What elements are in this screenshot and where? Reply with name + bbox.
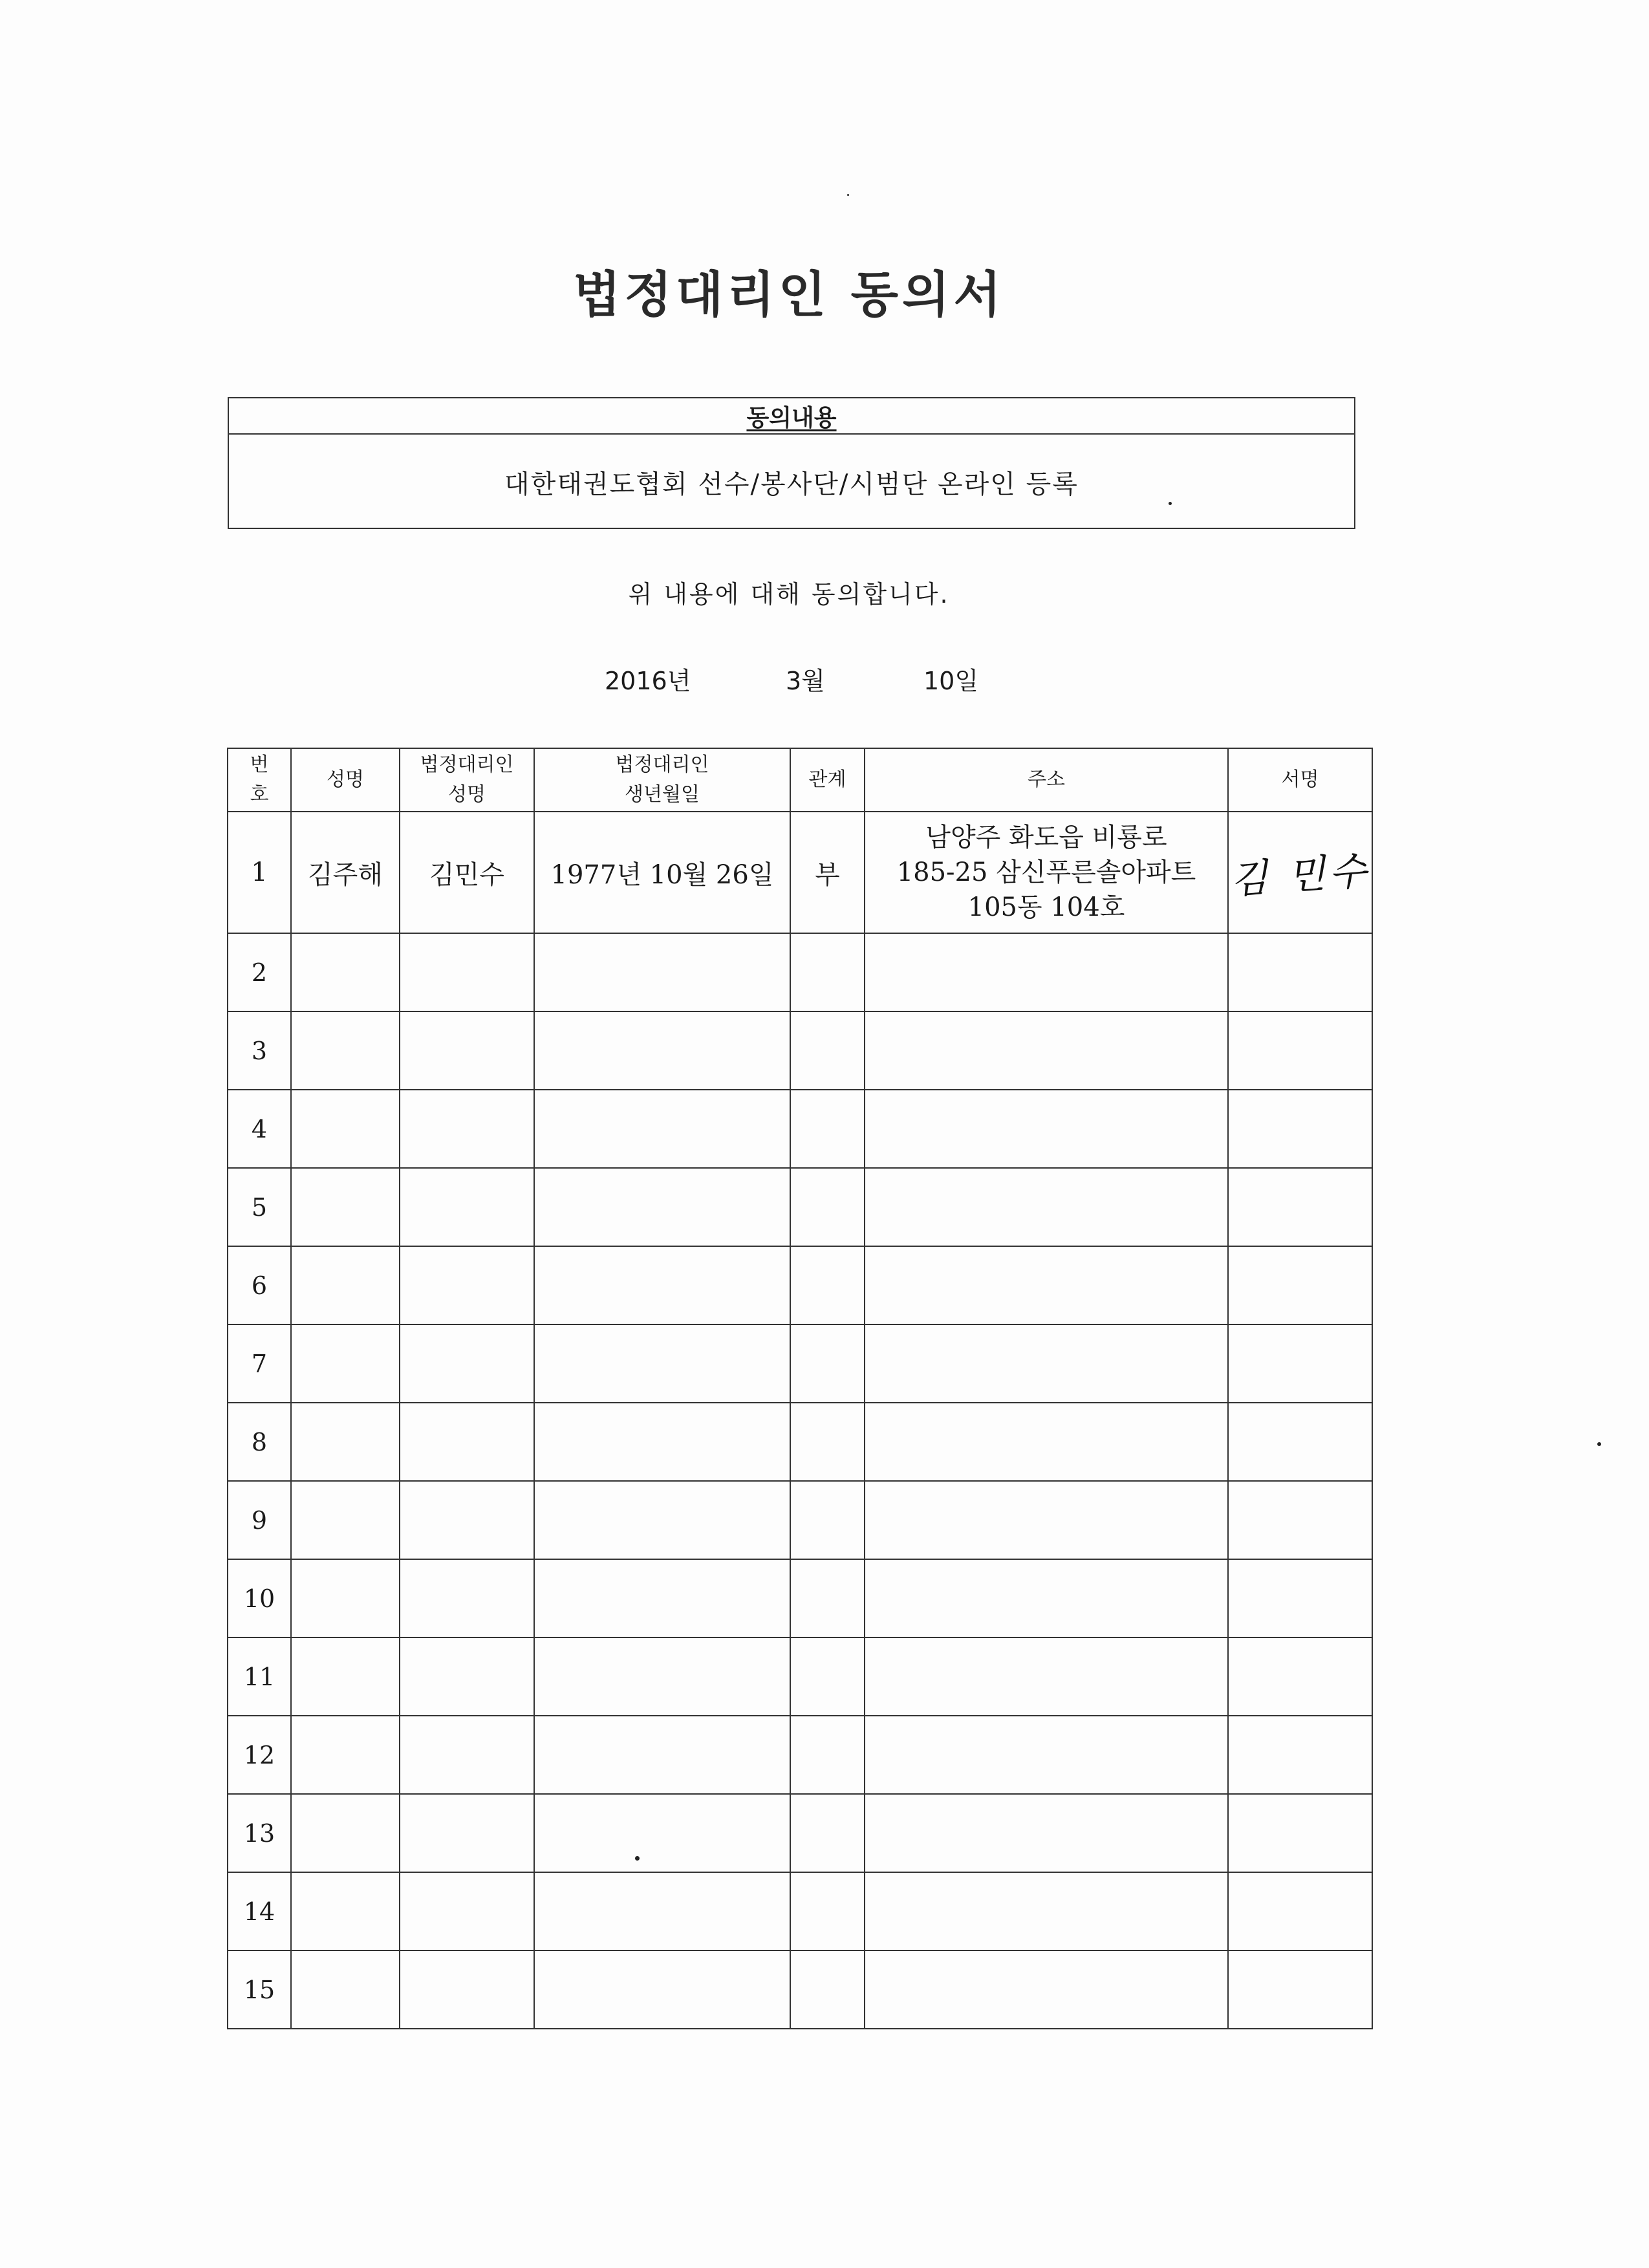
cell-guardian-birth (534, 1324, 790, 1403)
scan-speck (1169, 502, 1172, 505)
header-number-line2: 호 (250, 783, 269, 806)
date-month: 3월 (786, 667, 825, 695)
cell-guardian-name (400, 1559, 534, 1637)
table-row (228, 1090, 1372, 1168)
table-row (228, 1011, 1372, 1090)
cell-signature (1228, 1950, 1372, 2029)
cell-name (291, 1559, 400, 1637)
cell-name (291, 1011, 400, 1090)
cell-name (291, 1324, 400, 1403)
cell-relation (790, 1950, 865, 2029)
cell-number: 14 (228, 1872, 291, 1950)
cell-address (865, 1011, 1228, 1090)
cell-relation: 부 (790, 812, 865, 933)
cell-guardian-birth: 1977년 10월 26일 (534, 812, 790, 933)
cell-number: 2 (228, 933, 291, 1011)
cell-name (291, 1481, 400, 1559)
cell-guardian-birth (534, 1559, 790, 1637)
cell-guardian-birth (534, 1481, 790, 1559)
cell-signature (1228, 1872, 1372, 1950)
header-guardian-birth-line2: 생년월일 (625, 783, 700, 806)
cell-signature (1228, 1168, 1372, 1246)
cell-guardian-birth (534, 1637, 790, 1716)
cell-name (291, 933, 400, 1011)
cell-address (865, 1481, 1228, 1559)
cell-signature (1228, 933, 1372, 1011)
cell-relation (790, 1872, 865, 1950)
header-guardian-birth (534, 748, 790, 812)
table-row (228, 1716, 1372, 1794)
cell-address (865, 933, 1228, 1011)
cell-signature (1228, 1794, 1372, 1872)
header-guardian-name-line1: 법정대리인 (420, 753, 514, 776)
consent-header: 동의내용 (229, 398, 1354, 435)
header-guardian-name (400, 748, 534, 812)
header-number (228, 748, 291, 812)
cell-guardian-birth (534, 1794, 790, 1872)
table-row (228, 812, 1372, 933)
table-row (228, 1794, 1372, 1872)
cell-guardian-birth (534, 1246, 790, 1324)
table-row (228, 1559, 1372, 1637)
cell-address (865, 1872, 1228, 1950)
handwritten-signature: 김 민수 (1229, 848, 1372, 903)
header-guardian-name-line2: 성명 (448, 783, 486, 806)
cell-guardian-name (400, 1794, 534, 1872)
cell-relation (790, 1324, 865, 1403)
agree-statement: 위 내용에 대해 동의합니다. (628, 580, 950, 609)
cell-number: 11 (228, 1637, 291, 1716)
cell-number: 8 (228, 1403, 291, 1481)
scan-speck (847, 194, 849, 196)
date-day: 10일 (923, 667, 979, 695)
cell-guardian-birth (534, 1011, 790, 1090)
cell-address (865, 1090, 1228, 1168)
cell-relation (790, 1794, 865, 1872)
cell-address (865, 1168, 1228, 1246)
cell-number: 6 (228, 1246, 291, 1324)
cell-address (865, 1950, 1228, 2029)
cell-relation (790, 1168, 865, 1246)
table-row (228, 1168, 1372, 1246)
cell-signature (1228, 1637, 1372, 1716)
cell-name (291, 1716, 400, 1794)
cell-guardian-name (400, 1872, 534, 1950)
consent-body: 대한태권도협회 선수/봉사단/시범단 온라인 등록 (504, 469, 1079, 499)
header-number-line1: 번 (250, 753, 269, 776)
cell-number: 4 (228, 1090, 291, 1168)
cell-number: 15 (228, 1950, 291, 2029)
cell-guardian-birth (534, 1403, 790, 1481)
address-line2: 185-25 삼신푸른솔아파트 (896, 858, 1196, 887)
cell-guardian-name (400, 1011, 534, 1090)
cell-number: 10 (228, 1559, 291, 1637)
cell-relation (790, 1559, 865, 1637)
cell-guardian-name (400, 1246, 534, 1324)
consent-box (228, 397, 1355, 529)
cell-guardian-name (400, 1403, 534, 1481)
cell-guardian-name (400, 1637, 534, 1716)
cell-name (291, 1090, 400, 1168)
cell-guardian-name (400, 1481, 534, 1559)
scan-speck (635, 1856, 640, 1861)
table-row (228, 933, 1372, 1011)
cell-number: 13 (228, 1794, 291, 1872)
table-row (228, 1481, 1372, 1559)
cell-name (291, 1794, 400, 1872)
header-name: 성명 (291, 748, 400, 812)
cell-guardian-name (400, 1090, 534, 1168)
cell-address (865, 1324, 1228, 1403)
cell-guardian-birth (534, 1716, 790, 1794)
cell-guardian-name (400, 933, 534, 1011)
cell-guardian-birth (534, 1168, 790, 1246)
cell-relation (790, 1637, 865, 1716)
cell-number: 12 (228, 1716, 291, 1794)
header-address: 주소 (865, 748, 1228, 812)
cell-number: 3 (228, 1011, 291, 1090)
cell-name (291, 1872, 400, 1950)
cell-guardian-birth (534, 933, 790, 1011)
cell-number: 5 (228, 1168, 291, 1246)
address-line1: 남양주 화도읍 비룡로 (925, 823, 1167, 852)
cell-relation (790, 1090, 865, 1168)
cell-name (291, 1168, 400, 1246)
cell-signature (1228, 1246, 1372, 1324)
cell-relation (790, 1481, 865, 1559)
address-line3: 105동 104호 (967, 892, 1125, 922)
guardian-registry-table (227, 748, 1373, 2029)
table-header-row (228, 748, 1372, 812)
cell-address (865, 1403, 1228, 1481)
cell-guardian-birth (534, 1950, 790, 2029)
cell-name (291, 1637, 400, 1716)
cell-relation (790, 1403, 865, 1481)
cell-name (291, 1246, 400, 1324)
cell-name (291, 1950, 400, 2029)
cell-address (865, 1559, 1228, 1637)
table-row (228, 1403, 1372, 1481)
cell-guardian-name (400, 1168, 534, 1246)
cell-number: 1 (228, 812, 291, 933)
cell-address (865, 812, 1228, 933)
cell-guardian-name: 김민수 (400, 812, 534, 933)
cell-signature (1228, 1011, 1372, 1090)
cell-guardian-name (400, 1324, 534, 1403)
cell-name: 김주해 (291, 812, 400, 933)
header-signature: 서명 (1228, 748, 1372, 812)
cell-address (865, 1716, 1228, 1794)
cell-address (865, 1637, 1228, 1716)
cell-number: 9 (228, 1481, 291, 1559)
cell-guardian-birth (534, 1090, 790, 1168)
cell-guardian-name (400, 1950, 534, 2029)
document-title: 법정대리인 동의서 (573, 266, 1005, 323)
table-row (228, 1950, 1372, 2029)
cell-guardian-birth (534, 1872, 790, 1950)
cell-signature (1228, 1090, 1372, 1168)
table-row (228, 1637, 1372, 1716)
cell-number: 7 (228, 1324, 291, 1403)
cell-relation (790, 1716, 865, 1794)
cell-signature (1228, 812, 1372, 933)
scan-speck (1597, 1442, 1601, 1446)
cell-signature (1228, 1324, 1372, 1403)
header-relation: 관계 (790, 748, 865, 812)
table-row (228, 1872, 1372, 1950)
cell-signature (1228, 1559, 1372, 1637)
cell-address (865, 1246, 1228, 1324)
header-guardian-birth-line1: 법정대리인 (615, 753, 709, 776)
cell-guardian-name (400, 1716, 534, 1794)
cell-signature (1228, 1481, 1372, 1559)
cell-relation (790, 933, 865, 1011)
cell-signature (1228, 1403, 1372, 1481)
date-year: 2016년 (605, 667, 691, 695)
cell-signature (1228, 1716, 1372, 1794)
cell-address (865, 1794, 1228, 1872)
cell-relation (790, 1246, 865, 1324)
table-row (228, 1324, 1372, 1403)
table-row (228, 1246, 1372, 1324)
cell-name (291, 1403, 400, 1481)
cell-relation (790, 1011, 865, 1090)
